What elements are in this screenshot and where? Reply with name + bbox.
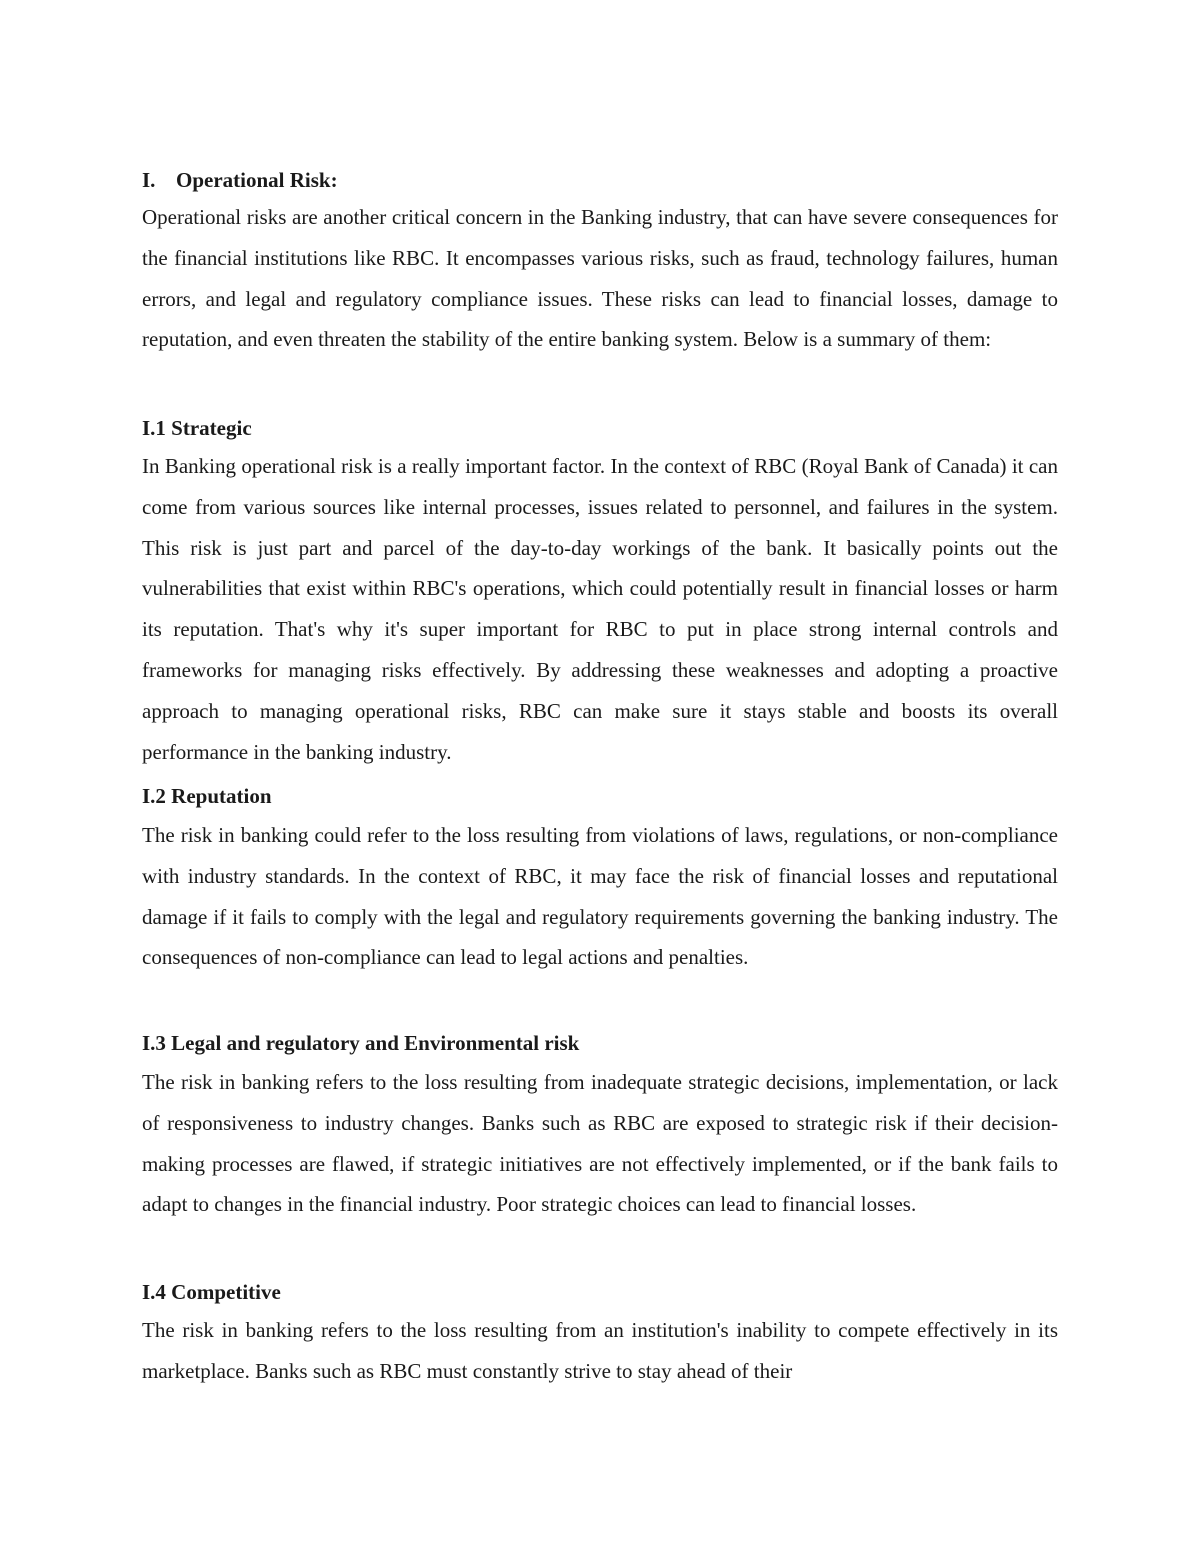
subsection-paragraph-reputation: The risk in banking could refer to the loss resulting from violations of laws, regulations, or non-compliance with industry standards. In the context of RBC, it may face the risk of financial losses and reputational damage if it fails to comply with the legal and regulatory requirements governing the banking industry. The consequences of non-compliance can lead to legal actions and penalties. [142,823,1058,970]
section-heading [142,166,1058,194]
subsection-paragraph-legal-regulatory: The risk in banking refers to the loss resulting from inadequate strategic decisions, implementation, or lack of responsiveness to industry changes. Banks such as RBC are exposed to strategic risk if their decision-making processes are flawed, if strategic initiatives are not effectively implemented, or if the bank fails to adapt to changes in the financial industry. Poor strategic choices can lead to financial losses. [142,1070,1058,1217]
section-title: Operational Risk: [176,168,338,192]
subsection-paragraph-strategic: In Banking operational risk is a really important factor. In the context of RBC (Royal Bank of Canada) it can come from various sources like internal processes, issues related to personnel, and failures in the system. This risk is just part and parcel of the day-to-day workings of the bank. It basically points out the vulnerabilities that exist within RBC's operations, which could potentially result in financial losses or harm its reputation. That's why it's super important for RBC to put in place strong internal controls and frameworks for managing risks effectively. By addressing these weaknesses and adopting a proactive approach to managing operational risks, RBC can make sure it stays stable and boosts its overall performance in the banking industry. [142,454,1058,764]
section-number: I. [142,168,156,192]
subsection-paragraph-competitive: The risk in banking refers to the loss resulting from an institution's inability to compete effectively in its marketplace. Banks such as RBC must constantly strive to stay ahead of their [142,1318,1058,1383]
subsection-heading-reputation: I.2 Reputation [142,784,272,808]
document-page [142,0,1058,1553]
subsection-heading-legal-regulatory: I.3 Legal and regulatory and Environmental risk [142,1031,580,1055]
subsection-heading-competitive: I.4 Competitive [142,1280,281,1304]
subsection-heading-strategic: I.1 Strategic [142,416,252,440]
section-intro-paragraph: Operational risks are another critical concern in the Banking industry, that can have severe consequences for the financial institutions like RBC. It encompasses various risks, such as fraud, technology failures, human errors, and legal and regulatory compliance issues. These risks can lead to financial losses, damage to reputation, and even threaten the stability of the entire banking system. Below is a summary of them: [142,205,1058,352]
